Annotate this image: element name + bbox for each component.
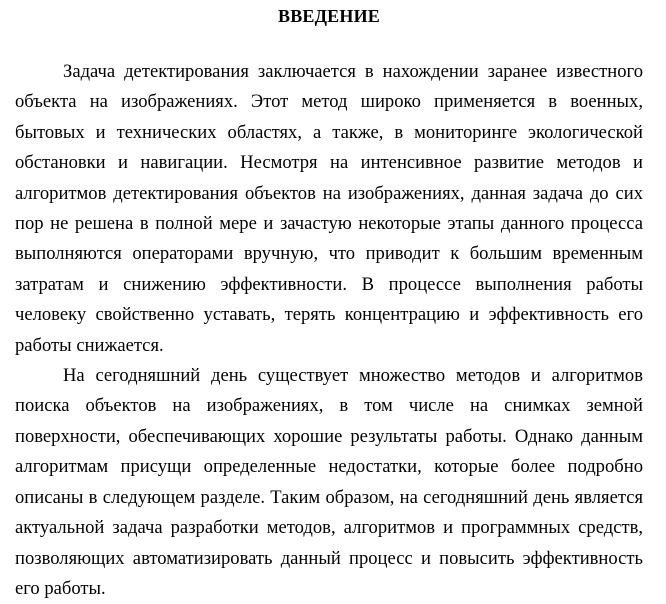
document-page [15,0,643,604]
paragraph-detection-task: Задача детектирования заключается в нахождении заранее известного объекта на изображениях. Этот метод широко применяется в военных, бытовых и технических областях, а также, в мониторинге экологической обстановки и навигации. Несмотря на интенсивное развитие методов и алгоритмов детектирования объектов на изображениях, данная задача до сих пор не решена в полной мере и зачастую некоторые этапы данного процесса выполняются операторами вручную, что приводит к большим временным затратам и снижению эффективности. В процессе выполнения работы человеку свойственно уставать, терять концентрацию и эффективность его работы снижается. [15,61,643,356]
paragraph-existing-methods: На сегодняшний день существует множество методов и алгоритмов поиска объектов на изображениях, в том числе на снимках земной поверхности, обеспечивающих хорошие результаты работы. Однако данным алгоритмам присущи определенные недостатки, которые более подробно описаны в следующем разделе. Таким образом, на сегодняшний день является актуальной задача разработки методов, алгоритмов и программных средств, позволяющих автоматизировать данный процесс и повысить эффективность его работы. [15,365,643,599]
section-heading: ВВЕДЕНИЕ [277,6,380,26]
